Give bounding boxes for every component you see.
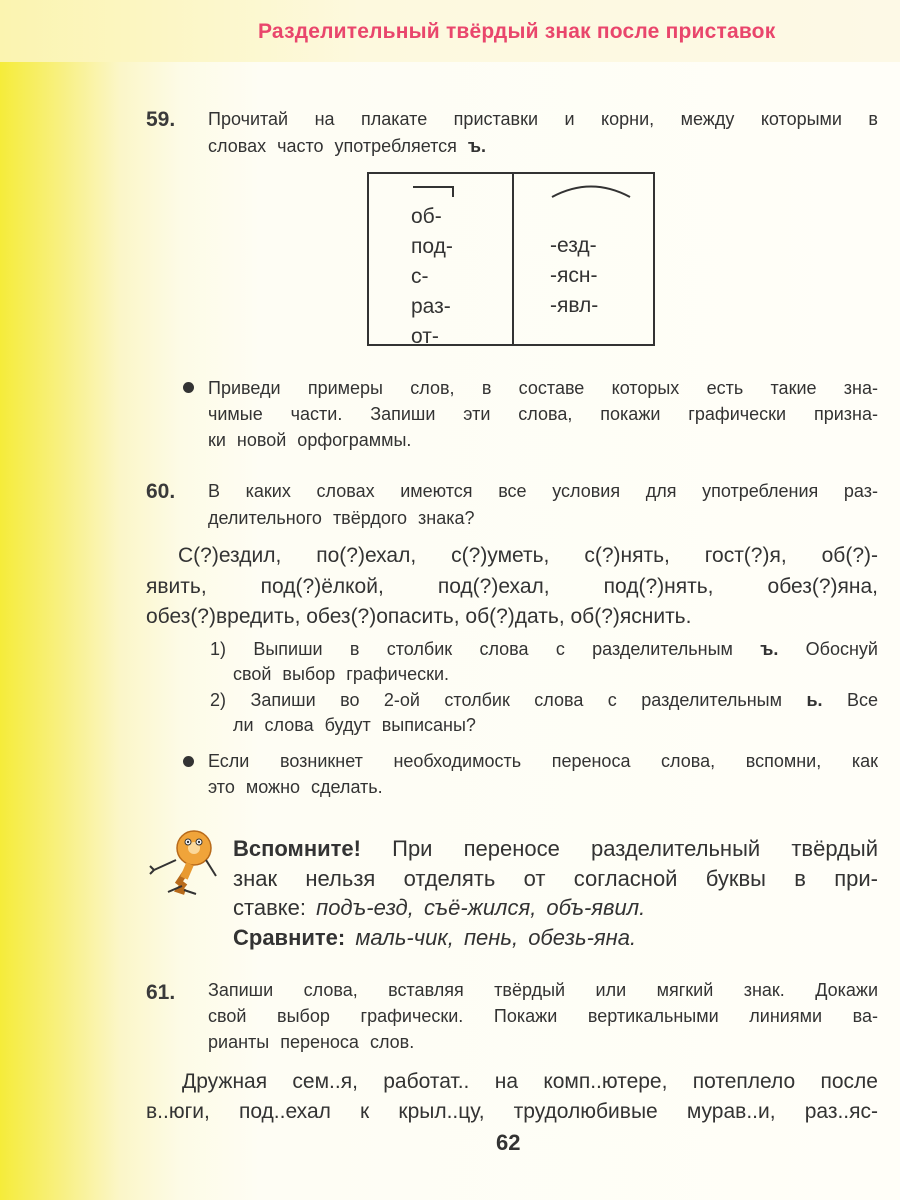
- root-item: -езд-: [550, 234, 597, 257]
- bullet-icon: [183, 382, 194, 393]
- prefix-item: с-: [411, 265, 429, 288]
- ex60-task1-line2: свой выбор графически.: [233, 664, 450, 684]
- key-character-icon: [146, 826, 222, 896]
- ex61-words-line2: в..юги, под..ехал к крыл..цу, трудолюбивые мурав..и, раз..яс-: [146, 1100, 878, 1123]
- remember-line1: Вспомните! При переносе разделительный твёрдый: [233, 836, 878, 861]
- remember-line2: знак нельзя отделять от согласной буквы в при-: [233, 866, 878, 891]
- ex60-words-line2: явить, под(?)ёлкой, под(?)ехал, под(?)нять, обез(?)яна,: [146, 575, 878, 598]
- prefix-item: от-: [411, 325, 439, 348]
- prefix-item: об-: [411, 205, 442, 228]
- ex60-bullet-line2: это можно сделать.: [208, 777, 383, 797]
- exercise-60-number: 60.: [146, 480, 176, 503]
- ex59-line2: словах часто употребляется ъ.: [208, 136, 487, 156]
- ex59-line1: Прочитай на плакате приставки и корни, между которыми в: [208, 109, 878, 129]
- prefix-item: под-: [411, 235, 453, 258]
- exercise-59-number: 59.: [146, 108, 176, 131]
- compare-line: Сравните: маль-чик, пень, обезь-яна.: [233, 925, 637, 950]
- bullet-icon: [183, 756, 194, 767]
- ex59-bullet-line2: чимые части. Запиши эти слова, покажи графически призна-: [208, 404, 878, 424]
- page-number: 62: [496, 1130, 521, 1155]
- poster-divider: [512, 174, 514, 344]
- ex59-bullet-line1: Приведи примеры слов, в составе которых есть такие зна-: [208, 378, 878, 398]
- prefix-mark-icon: [411, 184, 457, 198]
- remember-heading: Вспомните!: [233, 836, 361, 861]
- ex60-words-line3: обез(?)вредить, обез(?)опасить, об(?)дать, об(?)яснить.: [146, 605, 692, 628]
- remember-line3: ставке: подъ-езд, съё-жился, объ-явил.: [233, 895, 646, 920]
- header-band: [0, 0, 900, 62]
- exercise-61-number: 61.: [146, 981, 176, 1004]
- ex61-words-line1: Дружная сем..я, работат.. на комп..ютере, потеплело после: [182, 1070, 878, 1093]
- root-item: -ясн-: [550, 264, 598, 287]
- poster-table: [367, 172, 655, 346]
- ex60-bullet-line1: Если возникнет необходимость переноса слова, вспомни, как: [208, 751, 878, 771]
- ex60-task1: 1) Выпиши в столбик слова с разделительным ъ. Обоснуй: [210, 639, 878, 659]
- prefix-column: [411, 202, 453, 352]
- ex60-question-line1: В каких словах имеются все условия для употребления раз-: [208, 481, 878, 501]
- ex60-task2-line2: ли слова будут выписаны?: [233, 715, 476, 735]
- prefix-item: раз-: [411, 295, 451, 318]
- root-item: -явл-: [550, 294, 599, 317]
- ex61-line2: свой выбор графически. Покажи вертикальными линиями ва-: [208, 1006, 878, 1026]
- section-title: Разделительный твёрдый знак после приставок: [258, 20, 776, 43]
- ex61-line1: Запиши слова, вставляя твёрдый или мягкий знак. Докажи: [208, 980, 878, 1000]
- root-arc-icon: [549, 180, 633, 200]
- ex60-question-line2: делительного твёрдого знака?: [208, 508, 475, 528]
- ex59-bullet-line3: ки новой орфограммы.: [208, 430, 412, 450]
- ex61-line3: рианты переноса слов.: [208, 1032, 415, 1052]
- ex60-task2: 2) Запиши во 2-ой столбик слова с разделительным ь. Все: [210, 690, 878, 710]
- root-column: [550, 231, 598, 321]
- ex60-words-line1: С(?)ездил, по(?)ехал, с(?)уметь, с(?)нять, гост(?)я, об(?)-: [178, 544, 878, 567]
